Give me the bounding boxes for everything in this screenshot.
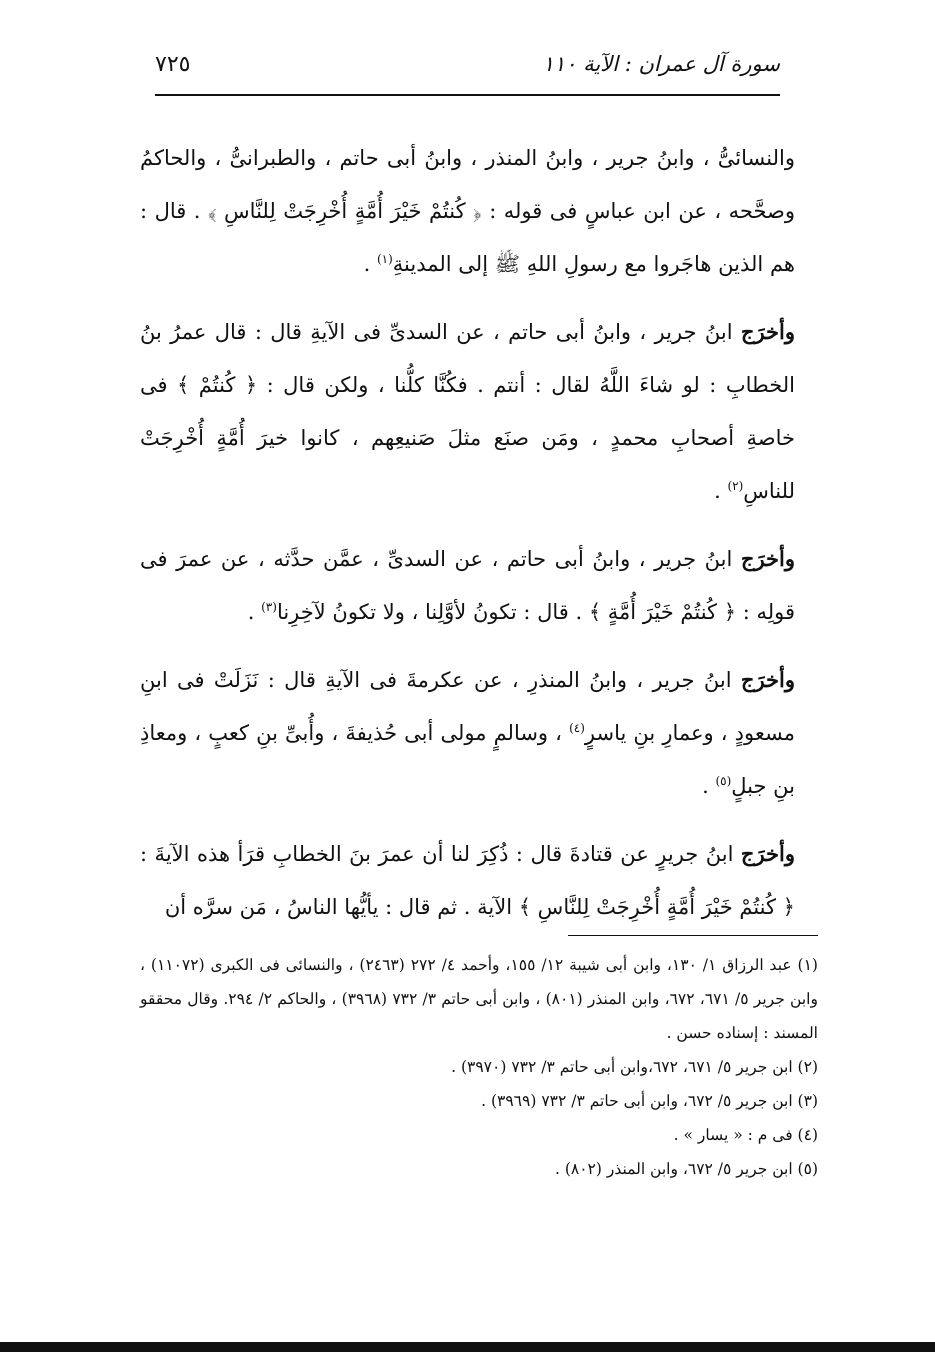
paragraph-text: ابنُ جرير ، وابنُ أبى حاتم ، عن السدىِّ ، عمَّن حدَّثه ، عن عمرَ فى قولِه : ﴿ كُنتُمْ خَيْرَ أُمَّةٍ ﴾ . قال : تكونُ لأوَّلِنا ، ولا تكونُ لآخِرِنا: [140, 547, 795, 624]
footnote-marker: (٤): [569, 721, 585, 735]
footnote: (٢) ابن جرير ٥/ ٦٧١، ٦٧٢،وابن أبى حاتم ٣/ ٧٣٢ (٣٩٧٠) .: [451, 1058, 818, 1076]
page-number: ٧٢٥: [155, 52, 191, 77]
paragraph-text: ابنُ جريرٍ عن قتادةَ قال : ذُكِرَ لنا أن عمرَ بنَ الخطابِ قرَأ هذه الآيةَ : ﴿ كُنتُمْ خَيْرَ أُمَّةٍ أُخْرِجَتْ لِلنَّاسِ ﴾ الآية . ثم قال : يأيُّها الناسُ ، مَن سرَّه أن: [140, 842, 795, 919]
main-text: [140, 132, 795, 948]
paragraph: [140, 132, 795, 291]
paragraph: [140, 653, 795, 813]
paragraph: [140, 827, 795, 934]
paragraph-lead-word: وأخرَج: [740, 546, 795, 571]
page-header: [155, 52, 780, 86]
paragraph-text: .: [247, 600, 262, 624]
paragraph: [140, 532, 795, 639]
paragraph-text: ابنُ جرير ، وابنُ أبى حاتم ، عن السدىِّ فى الآيةِ قال : قال عمرُ بنُ الخطابِ : لو شاءَ اللَّهُ لقال : أنتم . فكُنَّا كلُّنا ، ولكن قال : ﴿ كُنتُمْ ﴾ فى خاصةِ أصحابِ محمدٍ ، ومَن صنَع مثلَ صَنيعِهم ، كانوا خيرَ أُمَّةٍ أُخْرِجَتْ للناسِ: [140, 320, 795, 503]
footnote: (٥) ابن جرير ٥/ ٦٧٢، وابن المنذر (٨٠٢) .: [554, 1160, 818, 1178]
paragraph-text: ابنُ جرير ، وابنُ المنذرِ ، عن عكرمةَ فى الآيةِ قال : نَزَلَتْ فى ابنِ مسعودٍ ، وعمارِ بنِ ياسرٍ: [140, 668, 795, 745]
paragraph-text: .: [702, 774, 716, 798]
footnote: (١) عبد الرزاق ١/ ١٣٠، وابن أبى شيبة ١٢/ ١٥٥، وأحمد ٤/ ٢٧٢ (٢٤٦٣) ، والنسائى فى الكبرى (١١٠٧٢) ، وابن جرير ٥/ ٦٧١، ٦٧٢، وابن المنذر (٨٠١) ، وابن أبى حاتم ٣/ ٧٣٢ (٣٩٦٨) ، والحاكم ٢/ ٢٩٤. وقال محققو المسند : إسناده حسن .: [140, 956, 818, 1042]
paragraph: [140, 305, 795, 518]
paragraph-text: ، وسالمٍ مولى أبى حُذيفةَ ، وأُبىِّ بنِ كعبٍ ، ومعاذِ بنِ جبلٍ: [140, 721, 795, 798]
paragraph-lead-word: وأخرَج: [740, 319, 795, 344]
footnote-marker: (٣): [261, 600, 277, 614]
footnotes: [140, 948, 818, 1186]
scan-bottom-edge: [0, 1342, 935, 1352]
running-title: سورة آل عمران : الآية ١١٠: [542, 52, 780, 76]
footnote: (٣) ابن جرير ٥/ ٦٧٢، وابن أبى حاتم ٣/ ٧٣٢ (٣٩٦٩) .: [481, 1092, 818, 1110]
paragraph-text: .: [363, 252, 377, 276]
paragraph-text: والنسائىُّ ، وابنُ جرير ، وابنُ المنذر ، وابنُ أبى حاتم ، والطبرانىُّ ، والحاكمُ وصحَّحه ، عن ابن عباسٍ فى قوله : ﴿ كُنتُمْ خَيْرَ أُمَّةٍ أُخْرِجَتْ لِلنَّاسِ ﴾ . قال : هم الذين هاجَروا مع رسولِ اللهِ ﷺ إلى المدينةِ: [140, 146, 795, 276]
paragraph-lead-word: وأخرَج: [740, 667, 795, 692]
footnote-separator: [568, 935, 818, 936]
footnote-marker: (١): [376, 252, 393, 266]
footnote-marker: (٥): [715, 774, 732, 788]
paragraph-lead-word: وأخرَج: [740, 841, 795, 866]
footnote: (٤) فى م : « يسار » .: [673, 1126, 818, 1144]
footnote-marker: (٢): [727, 479, 744, 493]
header-rule: [155, 94, 780, 96]
paragraph-text: .: [714, 479, 728, 503]
